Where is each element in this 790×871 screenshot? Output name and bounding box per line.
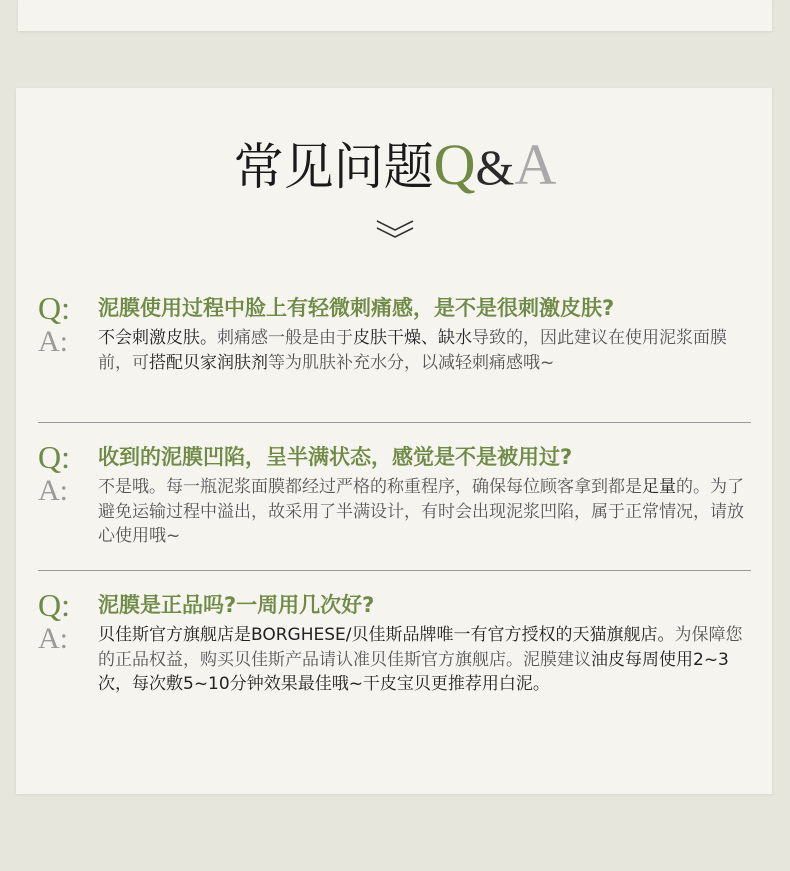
answer-segment: 不是哦。每一瓶泥浆面膜都经过严格的称重程序，确保每位顾客拿到都是: [98, 477, 642, 497]
title-a-letter: A: [514, 132, 557, 197]
answer-text: [98, 475, 758, 549]
faq-item-3: [38, 589, 753, 697]
answer-emphasis: 贝佳斯官方旗舰店是BORGHESE/贝佳斯品牌唯一有官方授权的天猫旗舰店。: [98, 625, 675, 645]
answer-segment: 导致的，因此建议在使用泥浆面膜前，可: [98, 328, 727, 373]
answer-emphasis: 足量: [642, 477, 676, 497]
divider: [38, 422, 751, 423]
q-label: Q:: [38, 587, 70, 623]
title-ampersand: &: [475, 139, 515, 195]
page-title: [0, 132, 790, 197]
answer-text: [98, 326, 758, 375]
answer-segment: 为保障您的正品权益，购买贝佳斯产品请认准贝佳斯官方旗舰店。泥膜建议: [98, 625, 743, 670]
answer-row: [38, 623, 753, 697]
question-row: [38, 441, 753, 473]
divider: [38, 570, 751, 571]
answer-emphasis: 皮肤干燥、缺水: [353, 328, 472, 348]
answer-segment: 刺痛感一般是由于: [217, 328, 353, 348]
question-row: [38, 589, 753, 621]
answer-emphasis: 搭配贝家润肤剂: [149, 352, 268, 373]
answer-emphasis: 油皮每周使用2~3次，每次敷5~10分钟效果最佳哦~干皮宝贝更推荐用白泥。: [98, 649, 729, 694]
answer-segment: 等为肌肤补充水分，以减轻刺痛感哦~: [268, 352, 555, 373]
q-label: Q:: [38, 439, 70, 475]
answer-text: [98, 623, 758, 697]
title-chinese: 常见问题: [233, 138, 434, 196]
a-label: A:: [38, 622, 68, 655]
q-label: Q:: [38, 290, 70, 326]
double-chevron-down-icon: [375, 218, 415, 240]
faq-item-1: [38, 292, 753, 375]
a-label: A:: [38, 325, 68, 358]
title-q-letter: Q: [433, 132, 476, 197]
question-text: 泥膜是正品吗?一周用几次好?: [98, 593, 375, 617]
previous-section-card: [18, 0, 772, 31]
answer-row: [38, 326, 753, 375]
faq-item-2: [38, 441, 753, 549]
question-row: [38, 292, 753, 324]
question-text: 泥膜使用过程中脸上有轻微刺痛感，是不是很刺激皮肤?: [98, 296, 615, 320]
answer-segment: 的。为了避免运输过程中溢出，故采用了半满设计，有时会出现泥浆凹陷，属于正常情况，请放心使用哦~: [98, 477, 744, 546]
answer-emphasis: 不会刺激皮肤。: [98, 328, 217, 348]
question-text: 收到的泥膜凹陷，呈半满状态，感觉是不是被用过?: [98, 445, 573, 469]
a-label: A:: [38, 474, 68, 507]
answer-row: [38, 475, 753, 549]
